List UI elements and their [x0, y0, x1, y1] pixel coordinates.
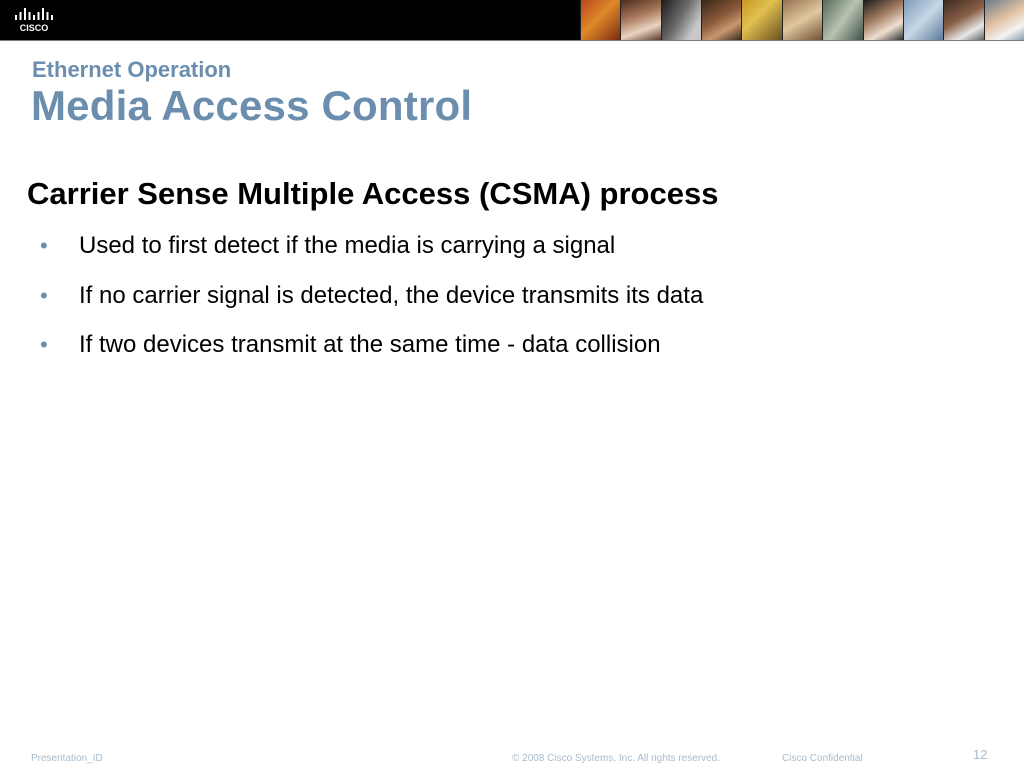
- footer-copyright: © 2008 Cisco Systems, Inc. All rights reserved.: [512, 753, 721, 764]
- bullet-text: If no carrier signal is detected, the device transmits its data: [79, 281, 704, 309]
- banner-photo: [984, 0, 1024, 40]
- bullet-text: Used to first detect if the media is carrying a signal: [79, 232, 616, 259]
- photo-strip: [580, 0, 1024, 40]
- cisco-bars-icon: [15, 8, 53, 20]
- bullet-text: If two devices transmit at the same time - data collision: [79, 331, 661, 358]
- page-number: 12: [973, 747, 988, 762]
- banner-photo: [701, 0, 741, 40]
- banner-photo: [661, 0, 701, 40]
- bullet-icon: •: [40, 233, 48, 258]
- banner-photo: [620, 0, 660, 40]
- footer-confidential: Cisco Confidential: [782, 753, 863, 764]
- header-banner: [0, 0, 1024, 41]
- bullet-icon: •: [40, 332, 48, 357]
- cisco-logo-text: CISCO: [19, 23, 49, 33]
- slide-subtitle: Ethernet Operation: [32, 57, 232, 82]
- banner-photo: [903, 0, 943, 40]
- banner-photo: [580, 0, 620, 40]
- content-heading: Carrier Sense Multiple Access (CSMA) process: [27, 176, 719, 211]
- bullet-icon: •: [40, 282, 48, 308]
- cisco-logo: [12, 6, 58, 34]
- banner-photo: [863, 0, 903, 40]
- banner-photo: [943, 0, 983, 40]
- banner-photo: [822, 0, 862, 40]
- slide-title: Media Access Control: [31, 82, 473, 129]
- banner-photo: [741, 0, 781, 40]
- footer-presentation-id: Presentation_ID: [31, 753, 103, 764]
- banner-photo: [782, 0, 822, 40]
